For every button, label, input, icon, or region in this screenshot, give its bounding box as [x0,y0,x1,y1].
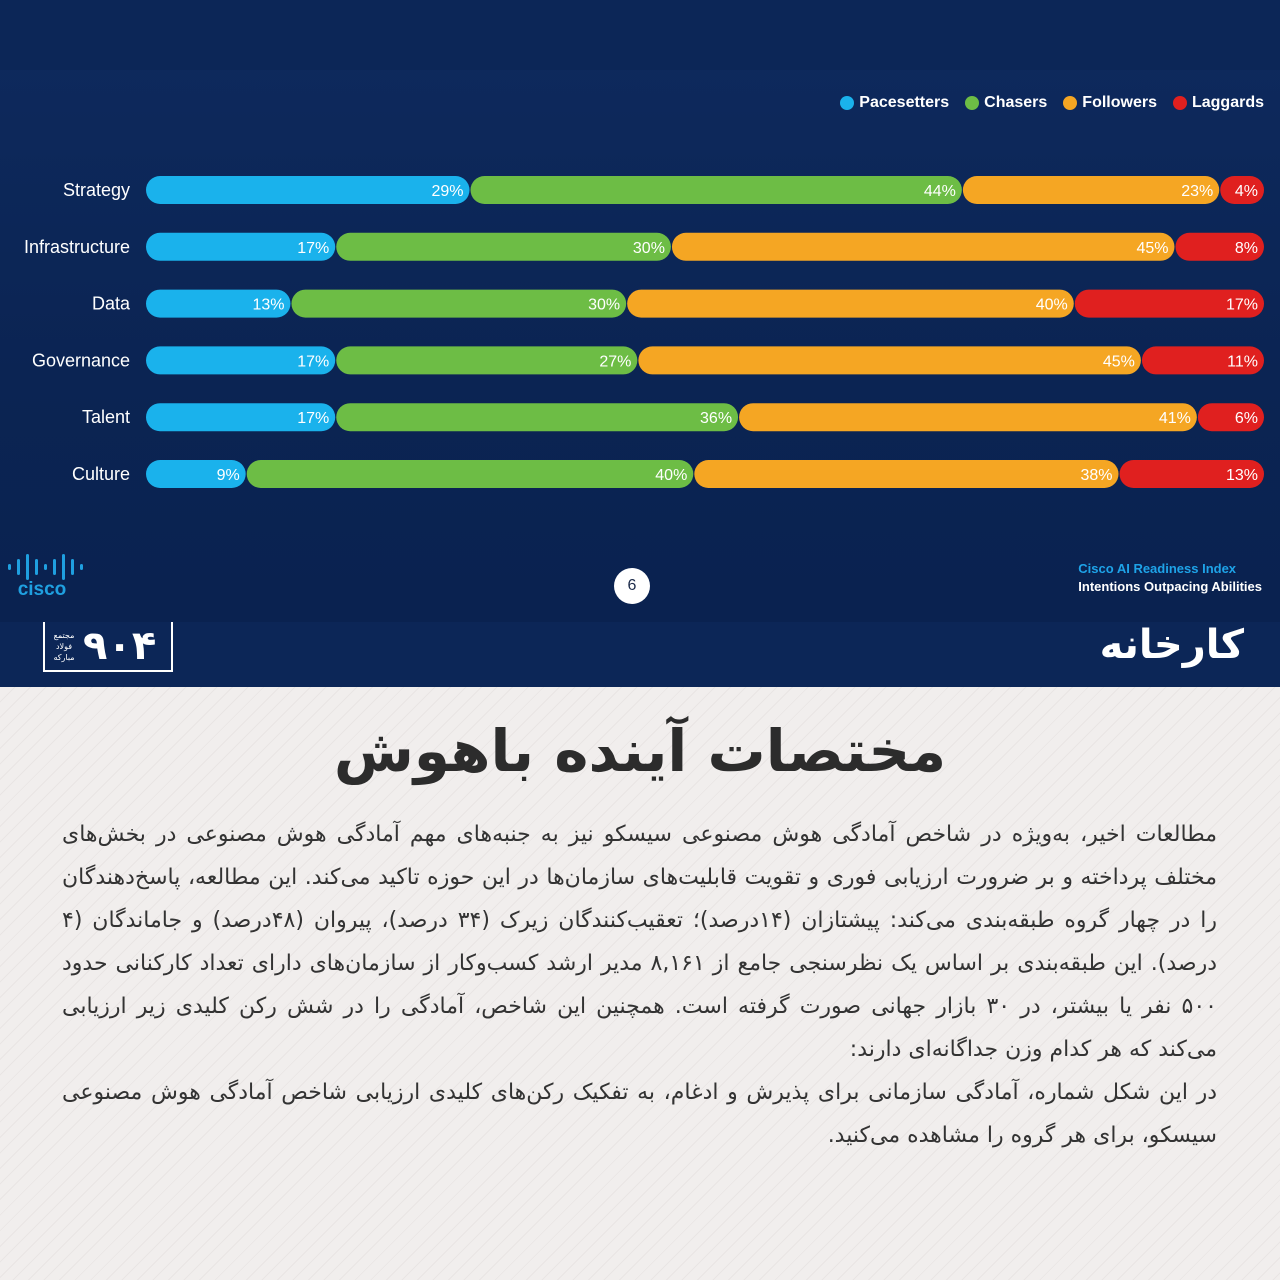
chart-panel [0,0,1280,622]
article-headline: مختصات آینده باهوش [333,717,947,785]
bar-strategy-pacesetters [146,176,470,204]
data-label-governance-laggards: 11% [1227,353,1258,371]
foolad-mobarakeh-logo [43,622,173,672]
bar-culture-chasers [247,460,694,488]
category-label-strategy: Strategy [62,180,130,200]
category-label-data: Data [91,293,130,314]
foolad-logo-mark: ۹۰۴ [83,623,157,669]
panel-top-band [0,0,1280,70]
bar-strategy-chasers [471,176,962,204]
bar-infrastructure-chasers [336,233,671,261]
data-label-data-followers: 40% [1035,296,1068,314]
bar-data-followers [627,290,1074,318]
bar-data-chasers [291,290,626,318]
cisco-bars-icon [8,554,83,580]
bar-talent-chasers [336,403,738,431]
data-label-strategy-pacesetters: 29% [431,183,464,200]
report-title: Cisco AI Readiness Index [1078,561,1237,576]
data-label-culture-followers: 38% [1080,467,1113,484]
legend-dot-icon [1173,96,1187,110]
data-label-talent-followers: 41% [1158,410,1191,428]
legend-item-laggards [1173,94,1264,112]
category-label-infrastructure: Infrastructure [23,236,130,257]
legend-label: Followers [1082,94,1157,111]
data-label-infrastructure-laggards: 8% [1234,239,1258,257]
brand-strip [0,622,1280,687]
bar-talent-followers [739,403,1197,431]
stacked-bar-chart [0,150,1280,500]
legend-label: Chasers [984,94,1048,111]
data-label-infrastructure-chasers: 30% [632,239,665,257]
category-label-governance: Governance [31,350,130,371]
data-label-data-laggards: 17% [1225,296,1258,314]
data-label-culture-laggards: 13% [1225,467,1258,484]
data-label-data-pacesetters: 13% [252,296,285,314]
article-body [62,813,1217,1157]
article-paragraph: مطالعات اخیر، به‌ویژه در شاخص آمادگی هوش مصنوعی سیسکو نیز به جنبه‌های مهم آمادگی هوش مصنوعی در بخش‌های مختلف پرداخته و بر ضرورت ارزیابی فوری و تقویت قابلیت‌های سازمان‌ها در این حوزه تاکید می‌کند. این مطالعه، پاسخ‌دهندگان را در چهار گروه طبقه‌بندی می‌کند: پیشتازان (۱۴درصد)؛ تعقیب‌کنندگان زیرک (۳۴ درصد)، پیروان (۴۸درصد) و جاماندگان (۴ درصد). این طبقه‌بندی بر اساس یک نظرسنجی جامع از ۸,۱۶۱ مدیر ارشد کسب‌وکار از سازمان‌های دارای تعداد کارکنانی حدود ۵۰۰ نفر یا بیشتر، در ۳۰ بازار جهانی صورت گرفته است. همچنین این شاخص، آمادگی را در شش رکن کلیدی زیر ارزیابی می‌کند که هر کدام وزن جداگانه‌ای دارند: [62,822,1217,1062]
data-label-talent-chasers: 36% [700,410,733,428]
bar-governance-followers [638,346,1141,374]
report-subtitle: Intentions Outpacing Abilities [1078,579,1262,594]
data-label-infrastructure-pacesetters: 17% [297,239,330,257]
bar-infrastructure-followers [672,233,1175,261]
legend-dot-icon [1063,96,1077,110]
legend-dot-icon [965,96,979,110]
data-label-talent-pacesetters: 17% [297,410,330,428]
data-label-culture-pacesetters: 9% [216,467,240,484]
page-number-badge: 6 [614,568,650,604]
chart-legend [840,94,1264,112]
data-label-strategy-laggards: 4% [1234,183,1258,200]
category-label-culture: Culture [71,464,130,484]
data-label-culture-chasers: 40% [655,467,688,484]
legend-item-followers [1063,94,1157,112]
legend-item-chasers [965,94,1047,112]
data-label-infrastructure-followers: 45% [1136,239,1169,257]
cisco-wordmark: cisco [17,579,67,598]
article-paragraph: در این شکل شماره، آمادگی سازمانی برای پذیرش و ادغام، به تفکیک رکن‌های کلیدی ارزیابی شاخص آمادگی هوش مصنوعی سیسکو، برای هر گروه را مشاهده می‌کنید. [62,1080,1217,1148]
bar-governance-chasers [336,346,637,374]
legend-item-pacesetters [840,94,949,112]
article-section [0,687,1280,1280]
data-label-strategy-chasers: 44% [923,183,956,200]
karkhane-logo: کارخانه [1099,622,1244,668]
legend-label: Pacesetters [859,94,950,111]
legend-label: Laggards [1191,94,1264,111]
data-label-data-chasers: 30% [588,296,621,314]
data-label-strategy-followers: 23% [1181,183,1214,200]
category-label-talent: Talent [81,407,130,428]
data-label-talent-laggards: 6% [1234,410,1258,428]
foolad-logo-caption: مجتمع فولاد مبارکه [53,630,75,662]
bar-culture-followers [694,460,1118,488]
data-label-governance-followers: 45% [1102,353,1135,371]
report-title-block [1078,561,1262,594]
legend-dot-icon [840,96,854,110]
data-label-governance-pacesetters: 17% [297,353,330,371]
data-label-governance-chasers: 27% [599,353,632,371]
cisco-logo [4,552,84,598]
